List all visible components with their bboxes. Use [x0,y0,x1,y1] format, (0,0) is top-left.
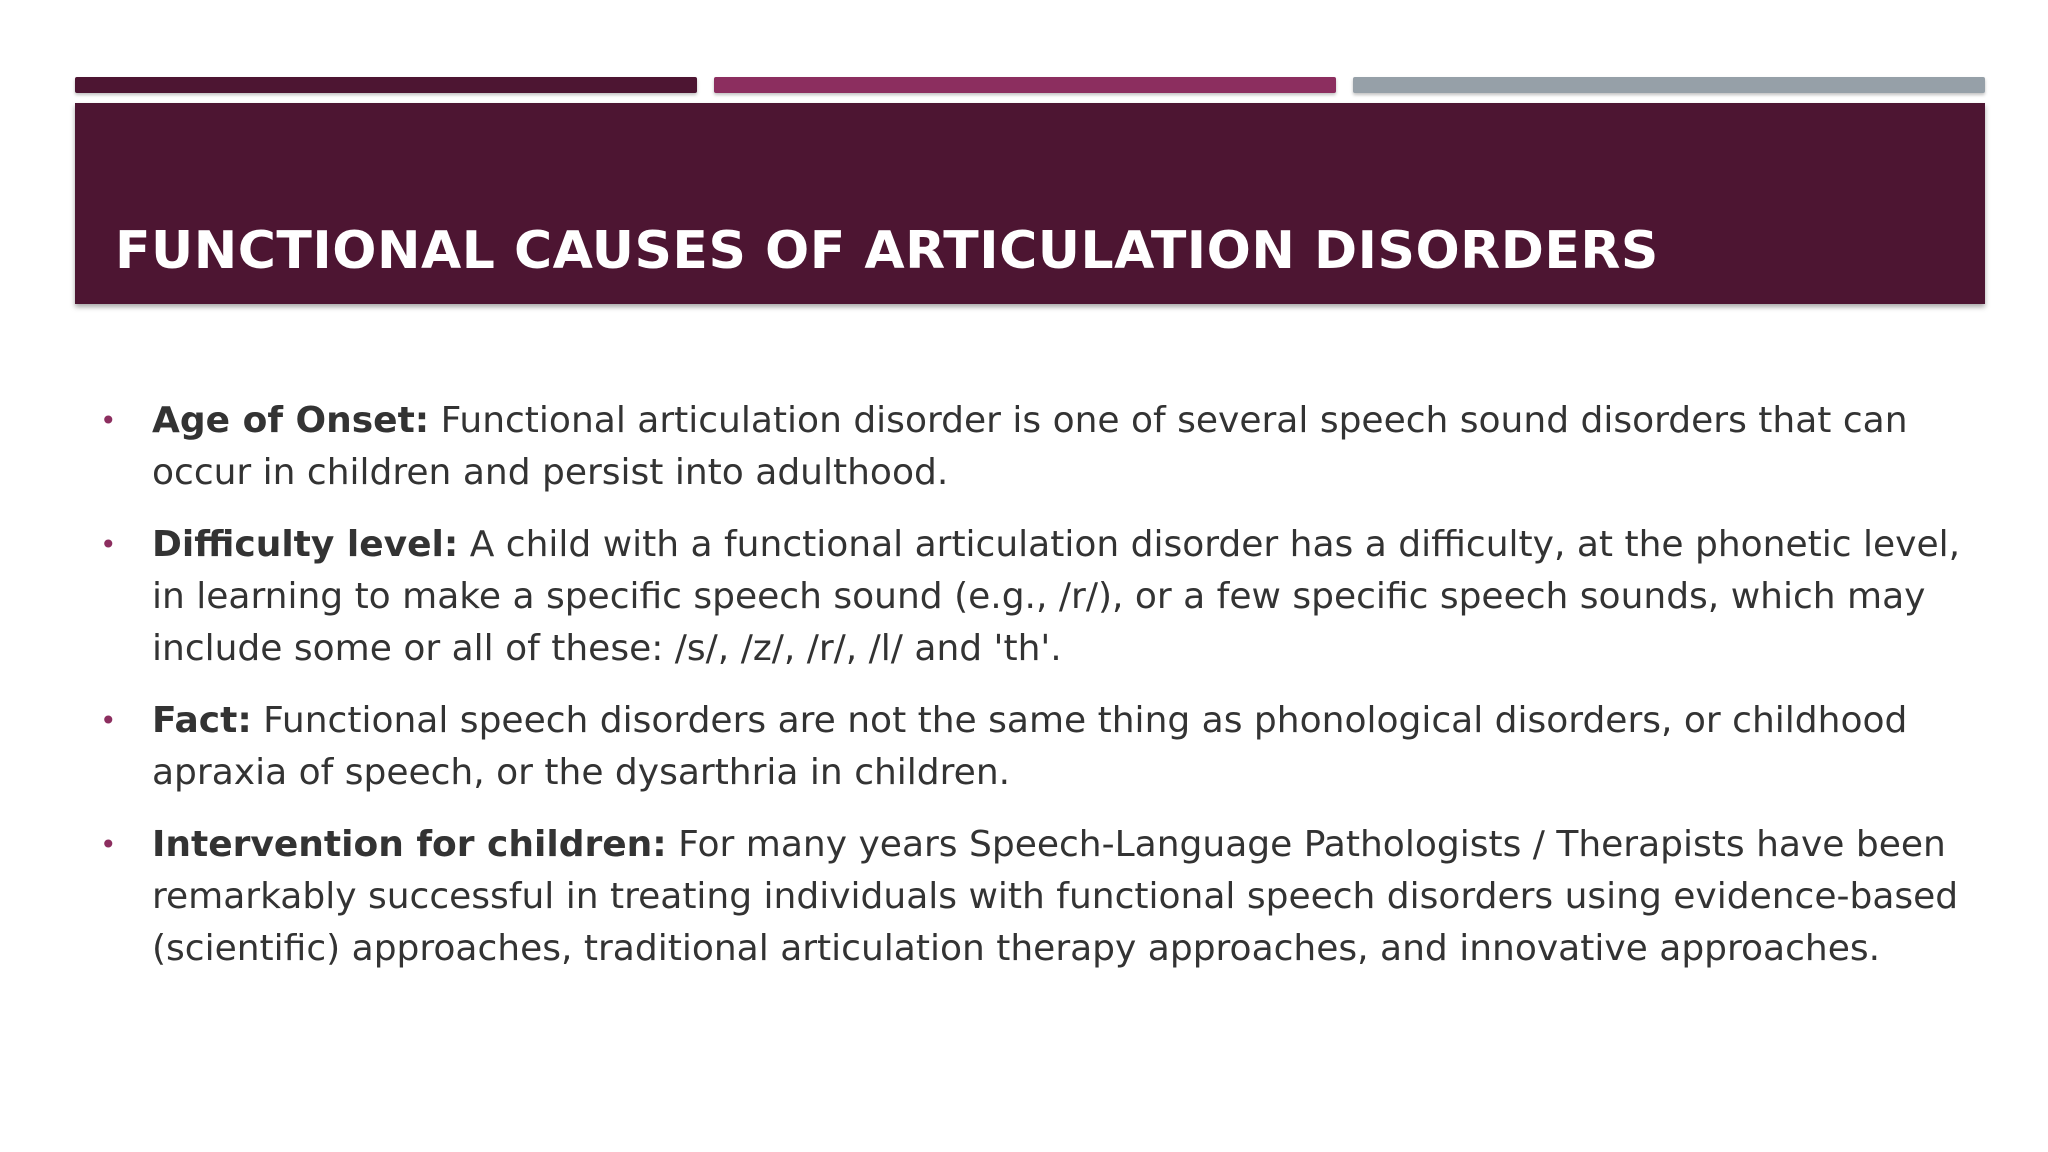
bullet-text: A child with a functional articulation disorder has a difficulty, at the phonetic level, in learning to make a specific speech sound (e.g., /r/), or a few specific speech sounds, which may include some or all of these: /s/, /z/, /r/, /l/ and 'th'. [152,524,1961,669]
accent-bar-dark [75,77,697,93]
title-banner [75,103,1985,304]
bullet-text: Functional speech disorders are not the same thing as phonological disorders, or childhood apraxia of speech, or the dysarthria in children. [152,700,1908,793]
bullet-label: Fact: [152,700,252,741]
bullet-text: Functional articulation disorder is one of several speech sound disorders that can occur in children and persist into adulthood. [152,400,1908,493]
bullet-text: For many years Speech-Language Pathologists / Therapists have been remarkably successful in treating individuals with functional speech disorders using evidence-based (scientific) approaches, traditional articulation therapy approaches, and innovative approaches. [152,824,1959,969]
accent-bar-magenta [714,77,1336,93]
bullet-item-fact [100,695,1970,799]
accent-bar-gray [1353,77,1985,93]
bullet-dot-icon: • [100,528,117,561]
bullet-label: Intervention for children: [152,824,667,865]
bullet-label: Age of Onset: [152,400,430,441]
bullet-item-intervention [100,819,1970,975]
bullet-list [100,395,1970,975]
bullet-dot-icon: • [100,828,117,861]
slide-content [100,395,1970,995]
bullet-dot-icon: • [100,704,117,737]
bullet-label: Difficulty level: [152,524,459,565]
bullet-dot-icon: • [100,404,117,437]
bullet-item-age-of-onset [100,395,1970,499]
bullet-item-difficulty-level [100,519,1970,675]
slide-title: FUNCTIONAL CAUSES OF ARTICULATION DISORDERS [115,220,1659,281]
